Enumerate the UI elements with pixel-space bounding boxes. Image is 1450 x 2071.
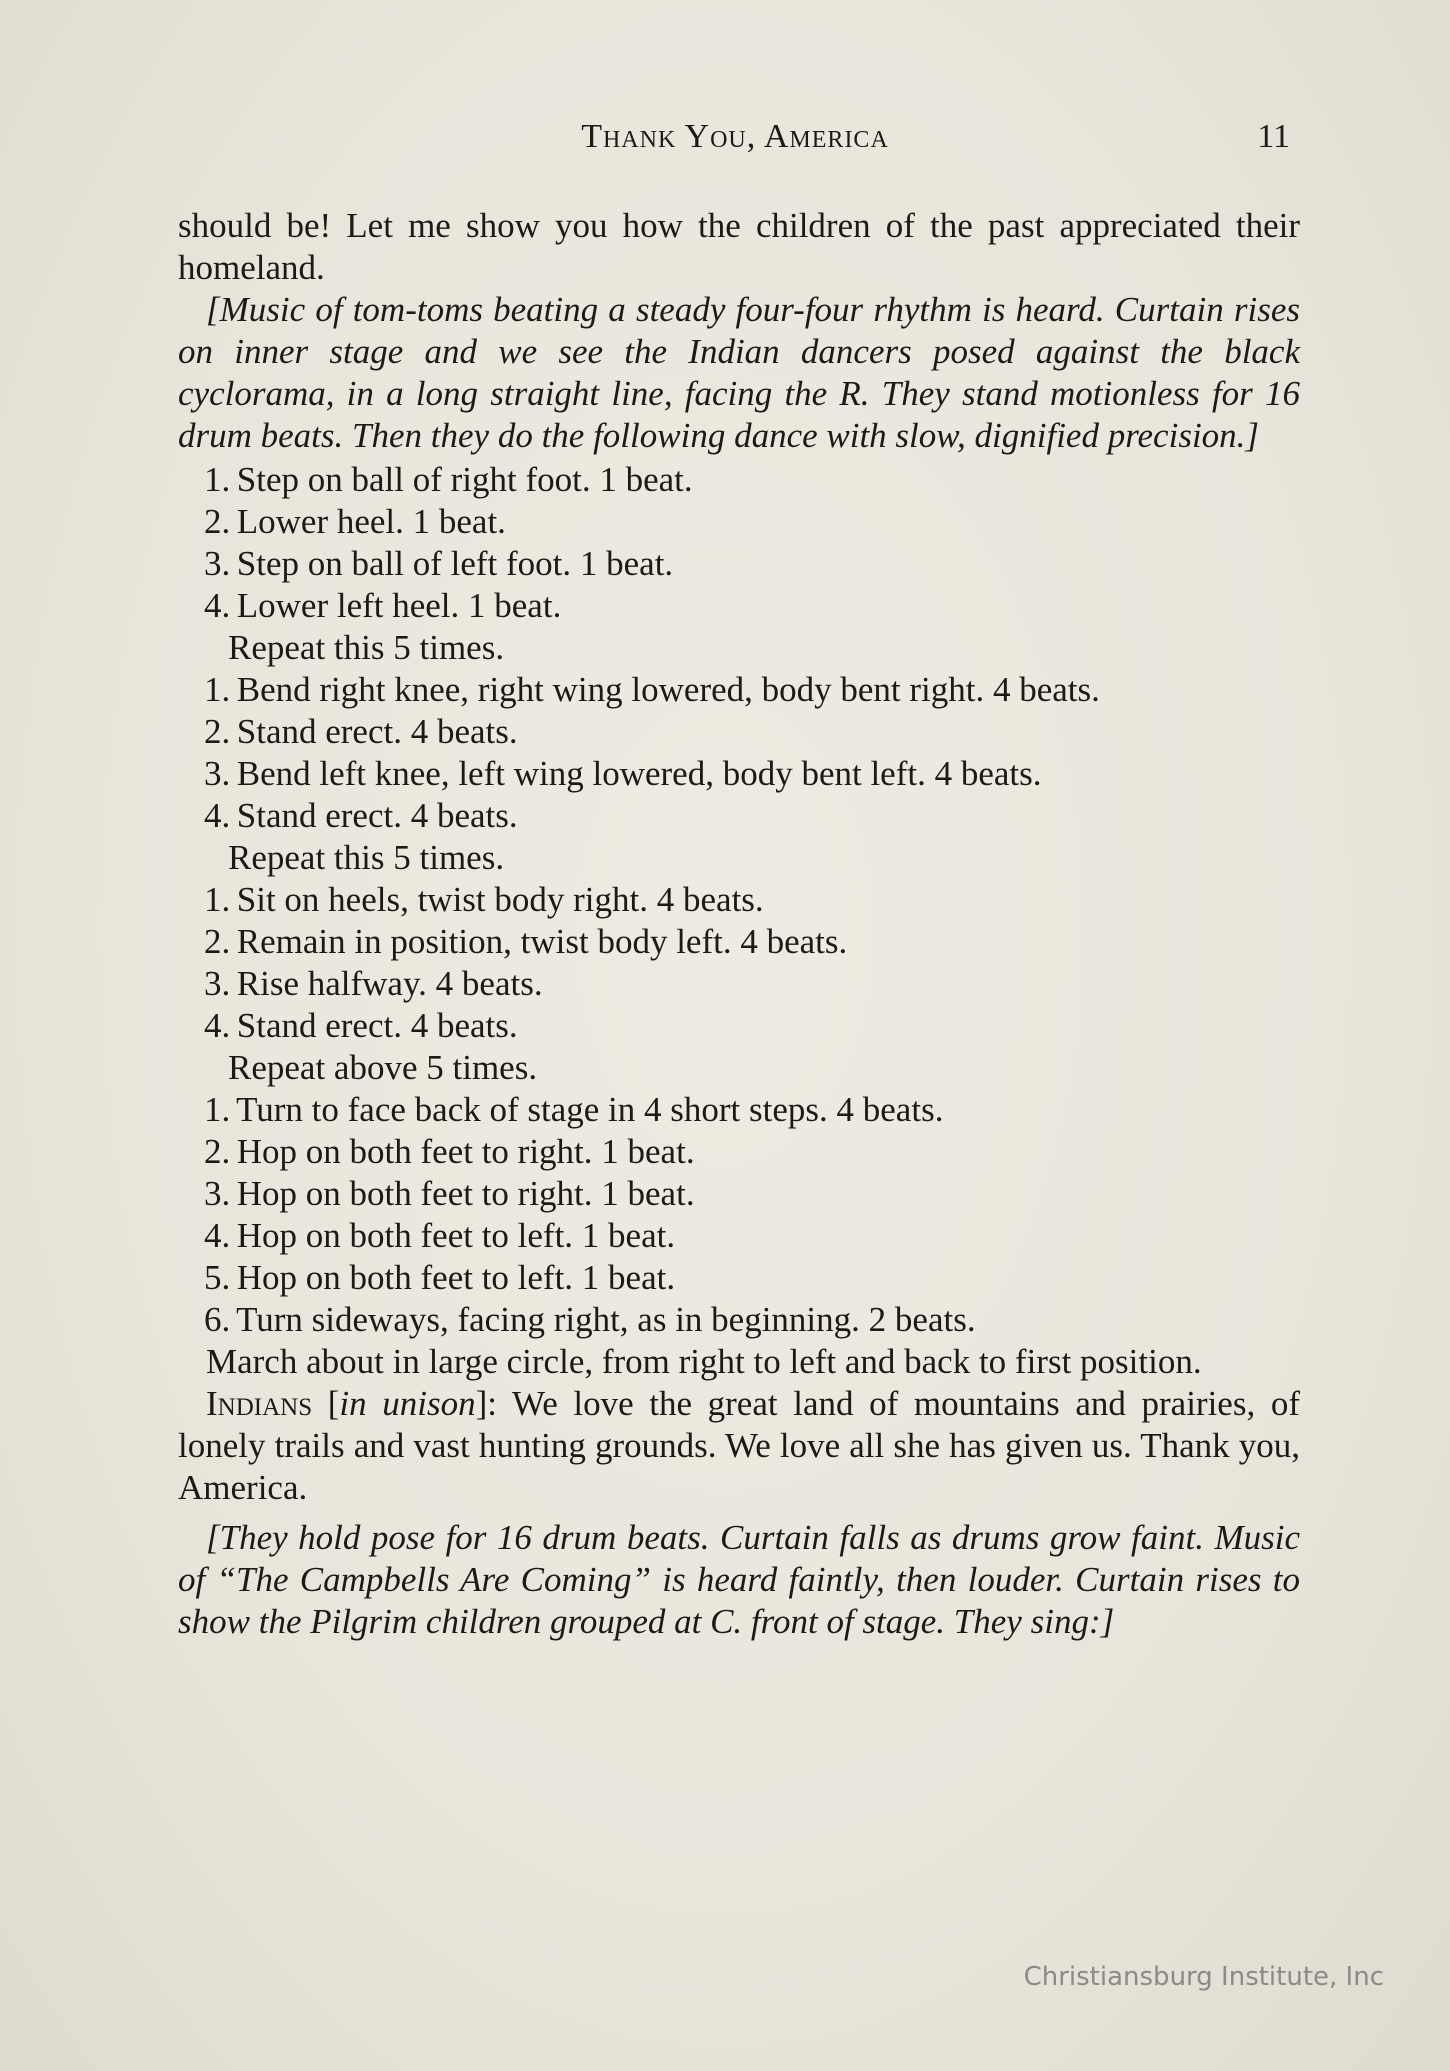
dance-step: 3. Hop on both feet to right. 1 beat. (204, 1174, 695, 1213)
dance-step: 1. Bend right knee, right wing lowered, body bent right. 4 beats. (204, 670, 1100, 709)
dance-step: 3. Rise halfway. 4 beats. (204, 964, 543, 1003)
watermark: Christiansburg Institute, Inc (1023, 1962, 1384, 1992)
dance-step: 1. Turn to face back of stage in 4 short steps. 4 beats. (204, 1090, 944, 1129)
dance-step-list-2 (178, 669, 1300, 837)
dance-step-list-4 (178, 1089, 1300, 1341)
stage-direction-closing: [They hold pose for 16 drum beats. Curtain falls as drums grow faint. Music of “The Campbells Are Coming” is heard faintly, then louder. Curtain rises to show the Pilgrim children grouped at C. front of stage. They sing:] (178, 1518, 1300, 1641)
dance-step: 2. Remain in position, twist body left. 4 beats. (204, 922, 848, 961)
stage-direction-opening: [Music of tom-toms beating a steady four-four rhythm is heard. Curtain rises on inner stage and we see the Indian dancers posed against the black cyclorama, in a long straight line, facing the R. They stand motionless for 16 drum beats. Then they do the following dance with slow, dignified precision.] (178, 290, 1300, 455)
dialogue-line: Indians [in unison]: We love the great land of mountains and prairies, of lonely trails and vast hunting grounds. We love all she has given us. Thank you, America. (178, 1384, 1300, 1507)
march-paragraph: March about in large circle, from right to left and back to first position. (206, 1342, 1202, 1381)
dance-step: 1. Step on ball of right foot. 1 beat. (204, 460, 693, 499)
speaker-direction: in unison (339, 1384, 476, 1423)
dance-step: 3. Step on ball of left foot. 1 beat. (204, 544, 674, 583)
dance-step-list-3 (178, 879, 1300, 1047)
dance-step: 5. Hop on both feet to left. 1 beat. (204, 1258, 676, 1297)
dance-step: 1. Sit on heels, twist body right. 4 beats. (204, 880, 764, 919)
speaker-name: Indians (206, 1384, 313, 1423)
dance-step: 2. Hop on both feet to right. 1 beat. (204, 1132, 695, 1171)
dance-step: 4. Hop on both feet to left. 1 beat. (204, 1216, 676, 1255)
repeat-instruction: Repeat this 5 times. (228, 628, 505, 667)
running-title: Thank You, America (581, 118, 889, 155)
dance-step: 3. Bend left knee, left wing lowered, body bent left. 4 beats. (204, 754, 1042, 793)
page-body (178, 205, 1300, 1645)
dance-step: 6. Turn sideways, facing right, as in beginning. 2 beats. (204, 1300, 976, 1339)
dance-step: 4. Lower left heel. 1 beat. (204, 586, 562, 625)
dance-step: 4. Stand erect. 4 beats. (204, 796, 518, 835)
repeat-instruction: Repeat above 5 times. (228, 1048, 538, 1087)
dialogue-text: We love the great land of mountains and prairies, of lonely trails and vast hunting grounds. We love all she has given us. Thank you, America. (178, 1384, 1300, 1507)
dance-step: 4. Stand erect. 4 beats. (204, 1006, 518, 1045)
repeat-instruction: Repeat this 5 times. (228, 838, 505, 877)
page-number: 11 (1257, 118, 1290, 155)
dance-step-list-1 (178, 459, 1300, 627)
dance-step: 2. Lower heel. 1 beat. (204, 502, 506, 541)
intro-paragraph: should be! Let me show you how the children of the past appreciated their homeland. (178, 206, 1300, 287)
dance-step: 2. Stand erect. 4 beats. (204, 712, 518, 751)
